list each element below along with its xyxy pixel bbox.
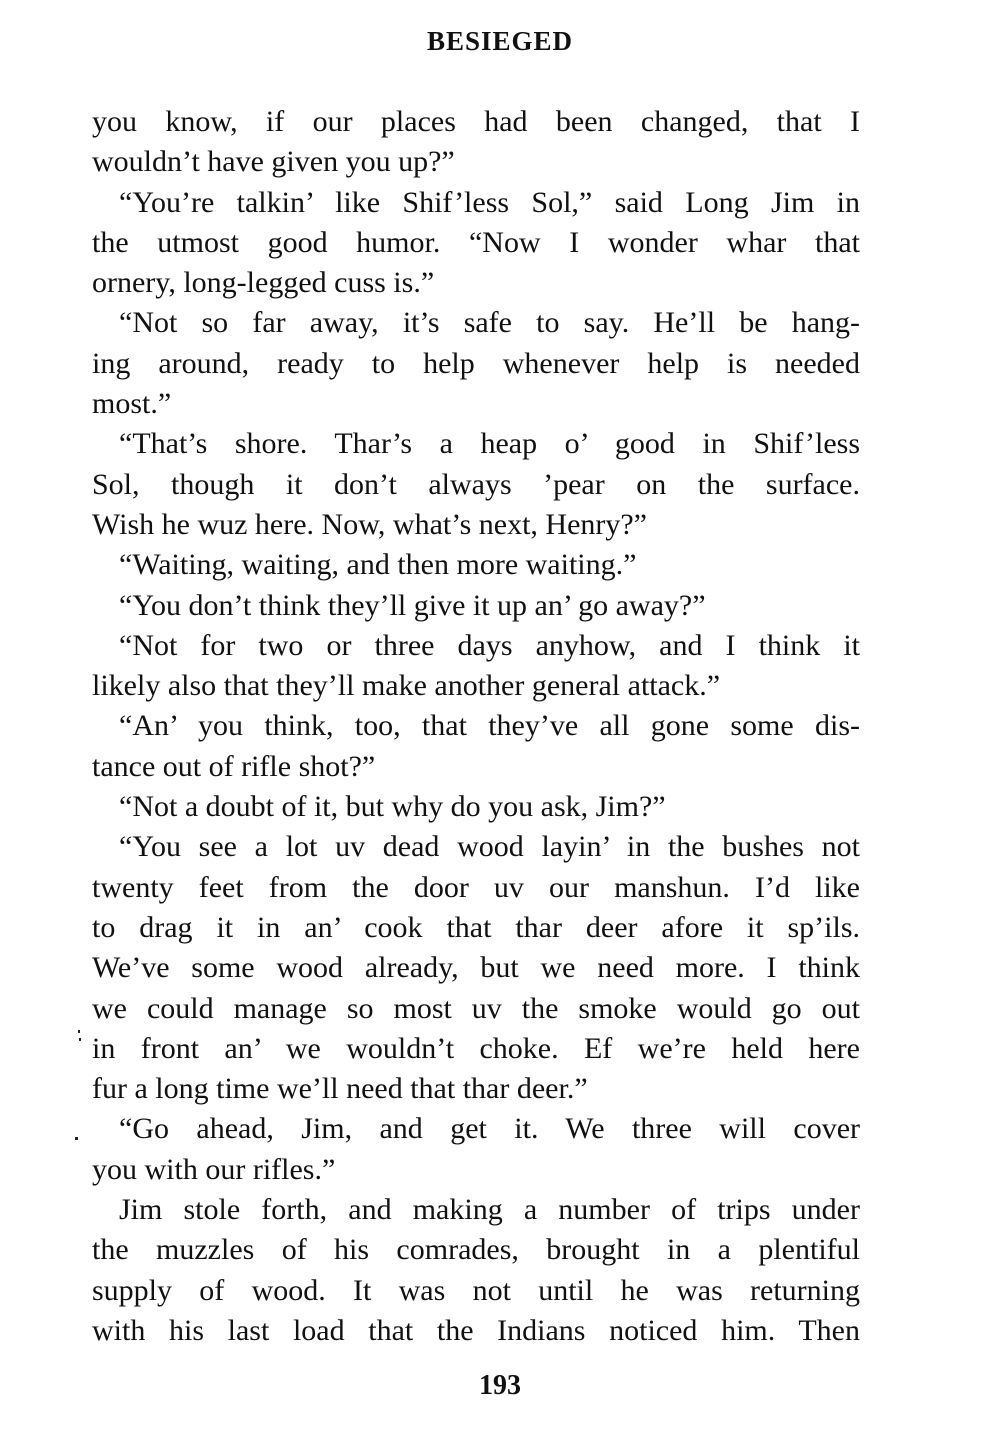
- text-line: ing around, ready to help whenever help is needed: [92, 346, 860, 380]
- text-line: Sol, though it don’t always ’pear on the surface.: [92, 467, 860, 501]
- text-line: Jim stole forth, and making a number of trips under: [119, 1193, 860, 1227]
- text-line: “You don’t think they’ll give it up an’ go away?”: [119, 588, 706, 622]
- body-text: [92, 102, 860, 1351]
- text-line: likely also that they’ll make another general attack.”: [92, 669, 721, 703]
- text-line: tance out of rifle shot?”: [92, 749, 376, 783]
- text-line: ornery, long-legged cuss is.”: [92, 266, 435, 300]
- text-line: wouldn’t have given you up?”: [92, 145, 455, 179]
- page-number: 193: [479, 1370, 521, 1401]
- text-line: we could manage so most uv the smoke would go out: [92, 991, 860, 1025]
- print-speck: [78, 1030, 80, 1033]
- text-line: “Not so far away, it’s safe to say. He’ll be hang-: [119, 306, 860, 340]
- text-line: “That’s shore. Thar’s a heap o’ good in Shif’less: [119, 427, 860, 461]
- text-line: “Not for two or three days anyhow, and I think it: [119, 628, 860, 662]
- text-line: fur a long time we’ll need that thar deer.”: [92, 1072, 588, 1106]
- text-line: “You’re talkin’ like Shif’less Sol,” said Long Jim in: [119, 185, 860, 219]
- text-line: in front an’ we wouldn’t choke. Ef we’re held here: [92, 1031, 860, 1065]
- text-line: supply of wood. It was not until he was returning: [92, 1273, 860, 1307]
- print-speck: [79, 1038, 81, 1041]
- text-line: “Waiting, waiting, and then more waiting.”: [119, 548, 637, 582]
- running-head: BESIEGED: [426, 26, 574, 56]
- text-line: “Go ahead, Jim, and get it. We three will cover: [119, 1112, 860, 1146]
- print-speck: [75, 1137, 78, 1140]
- text-line: you with our rifles.”: [92, 1152, 336, 1186]
- text-line: twenty feet from the door uv our manshun. I’d like: [92, 870, 860, 904]
- text-line: you know, if our places had been changed, that I: [92, 105, 860, 138]
- text-line: most.”: [92, 387, 172, 421]
- text-line: the muzzles of his comrades, brought in a plentiful: [92, 1233, 860, 1267]
- text-line: “An’ you think, too, that they’ve all gone some dis-: [119, 709, 860, 743]
- text-line: with his last load that the Indians noticed him. Then: [92, 1313, 860, 1347]
- text-line: to drag it in an’ cook that thar deer afore it sp’ils.: [92, 910, 860, 944]
- text-line: We’ve some wood already, but we need more. I think: [92, 951, 860, 985]
- text-line: Wish he wuz here. Now, what’s next, Henry?”: [92, 507, 647, 541]
- text-line: “Not a doubt of it, but why do you ask, Jim?”: [119, 790, 666, 824]
- text-line: “You see a lot uv dead wood layin’ in the bushes not: [119, 830, 860, 864]
- text-line: the utmost good humor. “Now I wonder whar that: [92, 225, 860, 259]
